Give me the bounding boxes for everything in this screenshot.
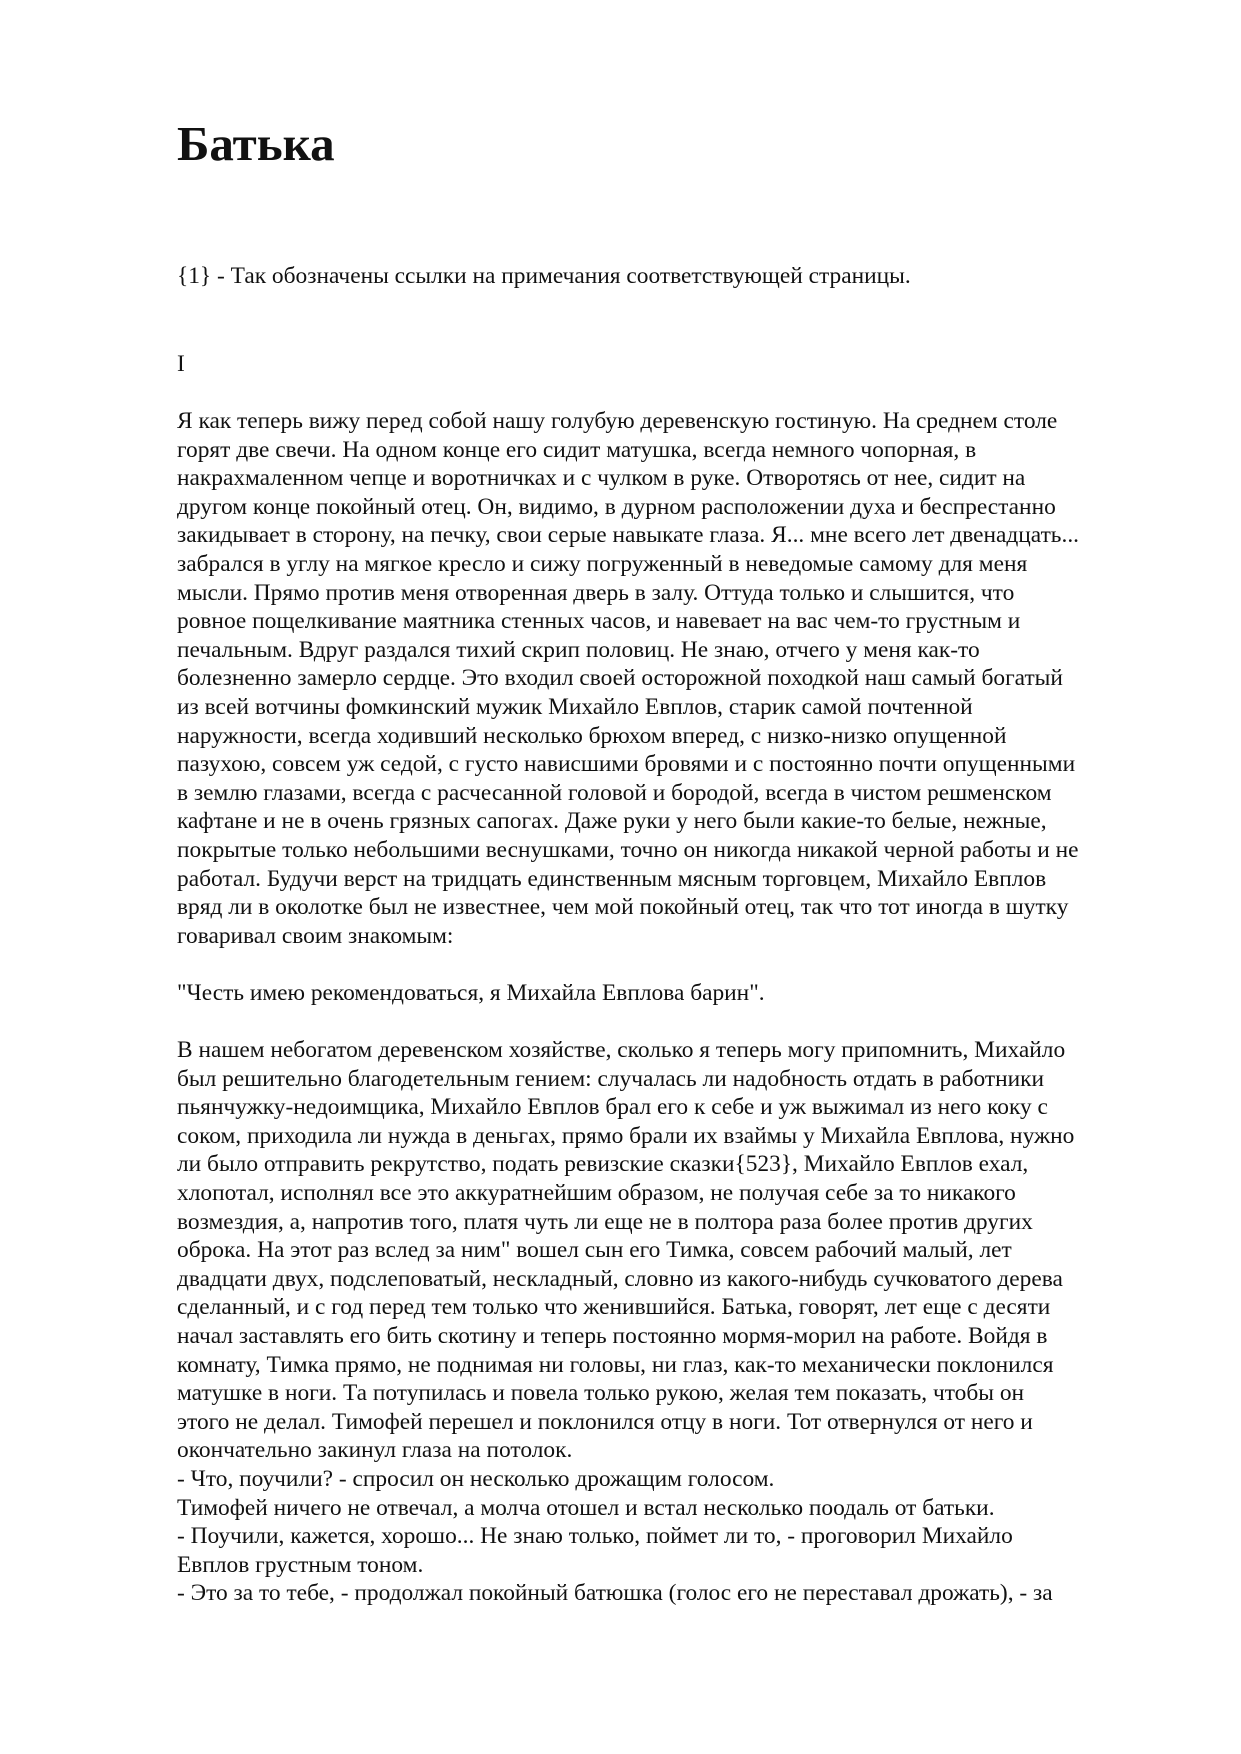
paragraph-line: Евплов грустным тоном. bbox=[177, 1551, 424, 1578]
paragraph-line: горят две свечи. На одном конце его сидит матушка, всегда немного чопорная, в bbox=[177, 436, 977, 463]
paragraph-line: этого не делал. Тимофей перешел и поклонился отцу в ноги. Тот отвернулся от него и bbox=[177, 1408, 1033, 1435]
paragraph-line: вряд ли в околотке был не известнее, чем мой покойный отец, так что тот иногда в шутку bbox=[177, 894, 1069, 921]
footnote-note: {1} - Так обозначены ссылки на примечания соответствующей страницы. bbox=[177, 263, 911, 289]
paragraph-1 bbox=[177, 407, 1079, 950]
document-title: Батька bbox=[177, 116, 335, 171]
paragraph-line: окончательно закинул глаза на потолок. bbox=[177, 1437, 573, 1464]
paragraph-line: сделанный, и с год перед тем только что женившийся. Батька, говорят, лет еще с десяти bbox=[177, 1294, 1051, 1321]
paragraph-line: кафтане и не в очень грязных сапогах. Даже руки у него были какие-то белые, нежные, bbox=[177, 808, 1047, 835]
paragraph-line: двадцати двух, подслеповатый, нескладный, словно из какого-нибудь сучковатого дерева bbox=[177, 1265, 1063, 1292]
chapter-number: I bbox=[177, 351, 185, 377]
paragraph-line: накрахмаленном чепце и воротничках и с чулком в руке. Отворотясь от нее, сидит на bbox=[177, 465, 1026, 492]
paragraph-line: возмездия, а, напротив того, платя чуть ли еще не в полтора раза более против других bbox=[177, 1208, 1033, 1235]
paragraph-line: ли было отправить рекрутство, подать ревизские сказки{523}, Михайло Евплов ехал, bbox=[177, 1151, 1029, 1178]
paragraph-line: хлопотал, исполнял все это аккуратнейшим образом, не получая себе за то никакого bbox=[177, 1179, 1016, 1206]
paragraph-line: был решительно благодетельным гением: случалась ли надобность отдать в работники bbox=[177, 1065, 1045, 1092]
paragraph-line: печальным. Вдруг раздался тихий скрип половиц. Не знаю, отчего у меня как-то bbox=[177, 636, 980, 663]
paragraph-line: болезненно замерло сердце. Это входил своей осторожной походкой наш самый богатый bbox=[177, 665, 1063, 692]
paragraph-line: говаривал своим знакомым: bbox=[177, 922, 454, 949]
paragraph-line: пьянчужку-недоимщика, Михайло Евплов брал его к себе и уж выжимал из него коку с bbox=[177, 1094, 1048, 1121]
paragraph-line: из всей вотчины фомкинский мужик Михайло Евплов, старик самой почтенной bbox=[177, 693, 973, 720]
paragraph-line: оброка. На этот раз вслед за ним" вошел сын его Тимка, совсем рабочий малый, лет bbox=[177, 1237, 1012, 1264]
dialogue-line: - Что, поучили? - спросил он несколько дрожащим голосом. bbox=[177, 1465, 775, 1492]
paragraph-3 bbox=[177, 1036, 1074, 1608]
paragraph-line: покрытые только небольшими веснушками, точно он никогда никакой черной работы и не bbox=[177, 836, 1079, 863]
paragraph-line: Тимофей ничего не отвечал, а молча отошел и встал несколько поодаль от батьки. bbox=[177, 1494, 995, 1521]
paragraph-line: забрался в углу на мягкое кресло и сижу погруженный в неведомые самому для меня bbox=[177, 550, 1028, 577]
paragraph-line: мысли. Прямо против меня отворенная дверь в залу. Оттуда только и слышится, что bbox=[177, 579, 1015, 606]
dialogue-line: - Поучили, кажется, хорошо... Не знаю только, поймет ли то, - проговорил Михайло bbox=[177, 1523, 1013, 1550]
paragraph-line: комнату, Тимка прямо, не поднимая ни головы, ни глаз, как-то механически поклонился bbox=[177, 1351, 1054, 1378]
paragraph-line: наружности, всегда ходивший несколько брюхом вперед, с низко-низко опущенной bbox=[177, 722, 1007, 749]
paragraph-line: пазухою, совсем уж седой, с густо нависшими бровями и с постоянно почти опущенными bbox=[177, 751, 1076, 778]
paragraph-line: ровное пощелкивание маятника стенных часов, и навевает на вас чем-то грустным и bbox=[177, 608, 1021, 635]
paragraph-line: закидывает в сторону, на печку, свои серые навыкате глаза. Я... мне всего лет двенадцать... bbox=[177, 522, 1080, 549]
dialogue-line: - Это за то тебе, - продолжал покойный батюшка (голос его не переставал дрожать), - за bbox=[177, 1580, 1053, 1607]
paragraph-line: матушке в ноги. Та потупилась и повела только рукою, желая тем показать, чтобы он bbox=[177, 1380, 1025, 1407]
paragraph-2: "Честь имею рекомендоваться, я Михайла Евплова барин". bbox=[177, 980, 765, 1006]
paragraph-line: работал. Будучи верст на тридцать единственным мясным торговцем, Михайло Евплов bbox=[177, 865, 1047, 892]
paragraph-line: В нашем небогатом деревенском хозяйстве, сколько я теперь могу припомнить, Михайло bbox=[177, 1037, 1066, 1063]
paragraph-line: другом конце покойный отец. Он, видимо, в дурном расположении духа и беспрестанно bbox=[177, 493, 1056, 520]
paragraph-line: соком, приходила ли нужда в деньгах, прямо брали их взаймы у Михайла Евплова, нужно bbox=[177, 1122, 1075, 1149]
paragraph-line: Я как теперь вижу перед собой нашу голубую деревенскую гостиную. На среднем столе bbox=[177, 408, 1058, 434]
paragraph-line: в землю глазами, всегда с расчесанной головой и бородой, всегда в чистом решменском bbox=[177, 779, 1052, 806]
paragraph-line: начал заставлять его бить скотину и теперь постоянно мормя-морил на работе. Войдя в bbox=[177, 1322, 1048, 1349]
